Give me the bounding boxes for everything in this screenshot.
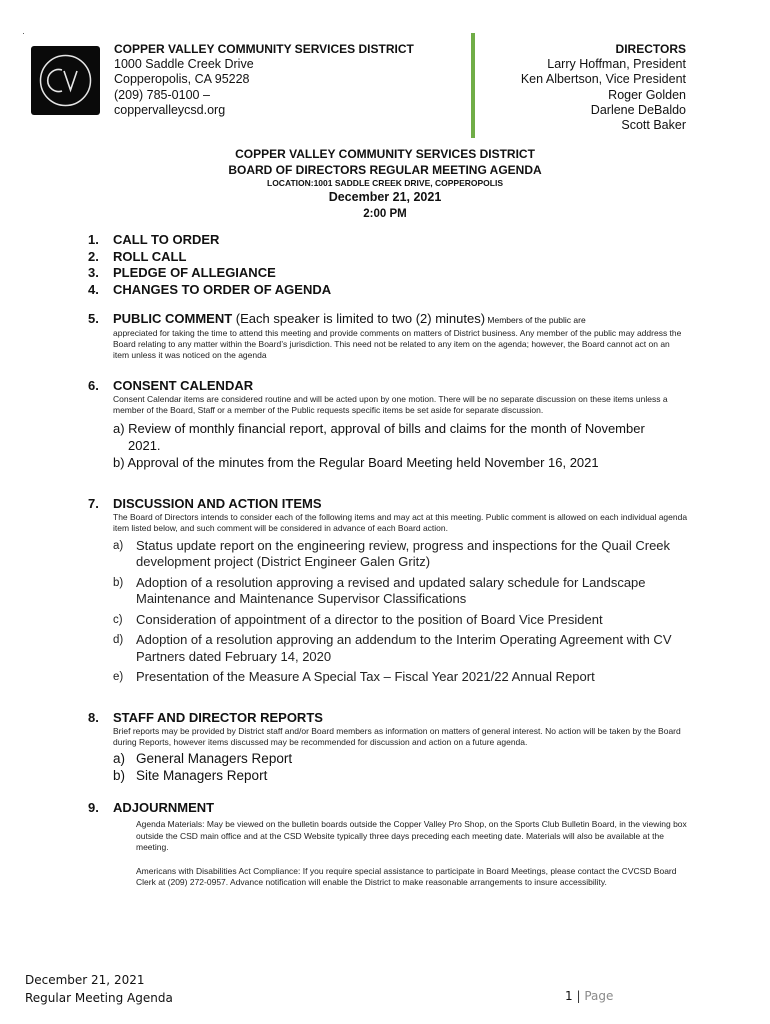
agenda-materials-note: Agenda Materials: May be viewed on the bulletin boards outside the Copper Valley Pro Shop, on the Sports Club Bulletin Board, in the viewing box outside the CSD main office and at the CSD Website typically three days preceding each meeting date. Materials will also be available at the meeting. (136, 819, 687, 852)
item-number: 7. (88, 495, 99, 511)
section-inline-note: (Each speaker is limited to two (2) minutes) (232, 311, 486, 326)
public-comment-section (88, 311, 688, 362)
meeting-time: 2:00 PM (363, 208, 407, 220)
address-line: Copperopolis, CA 95228 (114, 72, 250, 87)
item-number: 3. (88, 265, 99, 280)
item-letter: e) (113, 671, 124, 684)
phone-line: (209) 785-0100 – (114, 87, 210, 102)
report-item (113, 751, 688, 768)
item-label: CHANGES TO ORDER OF AGENDA (113, 281, 332, 297)
website-line: coppervalleycsd.org (114, 102, 226, 117)
item-letter: a) (113, 751, 126, 767)
report-item (113, 768, 688, 785)
agenda-item (88, 232, 688, 249)
item-number: 1. (88, 232, 99, 247)
page-separator: | (576, 989, 581, 1003)
discussion-item (113, 575, 688, 608)
section-note: appreciated for taking the time to attend this meeting and provide comments on matters of District business. Any member of the public may address the Board relating to any matter within the Board’s jurisdiction. This need not be related to any item on the agenda; however, the Board cannot act on an item unless it was noticed on the agenda (113, 328, 682, 361)
section-title: CONSENT CALENDAR (113, 377, 254, 393)
item-text: Adoption of a resolution approving an addendum to the Interim Operating Agreement with CV Partners dated February 14, 2020 (136, 632, 672, 664)
item-label: PLEDGE OF ALLEGIANCE (113, 265, 276, 280)
stray-mark: · (22, 28, 25, 38)
item-number: 6. (88, 377, 99, 393)
section-note: Brief reports may be provided by District staff and/or Board members as information on matters of general interest. No action will be taken by the Board during Reports, however items discussed may be recommended for discussion and action on a future agenda. (113, 725, 681, 748)
discussion-item (113, 669, 688, 686)
section-heading (88, 378, 688, 394)
consent-item-text-cont: 2021. (128, 437, 161, 453)
section-heading (88, 311, 688, 328)
page-number-value: 1 (565, 989, 573, 1003)
page-number (565, 989, 613, 1003)
section-note: Consent Calendar items are considered routine and will be acted upon by one motion. There will be no separate discussion on these items unless a member of the Board, Staff or a member of the Public requests specific items be set aside for separate discussion. (113, 393, 668, 415)
ada-compliance-note: Americans with Disabilities Act Compliance: If you require special assistance to participate in Board Meetings, please contact the CVCSD Board Clerk at (209) 272-0957. Advance notification will enable the District to make reasonable arrangements to insure accessibility. (136, 865, 677, 888)
org-name: COPPER VALLEY COMMUNITY SERVICES DISTRICT (114, 42, 414, 56)
directors-list (521, 42, 686, 133)
consent-item (113, 421, 688, 454)
item-letter: d) (113, 634, 124, 647)
section-note: The Board of Directors intends to consider each of the following items and may act at this meeting. Public comment is allowed on each individual agenda item listed below, and such comment will be considered in advance of each Board action. (113, 511, 688, 533)
item-letter: a) (113, 539, 124, 552)
item-number: 4. (88, 281, 99, 297)
reports-section (88, 710, 688, 784)
opening-items (88, 232, 688, 298)
page-word: Page (584, 989, 614, 1003)
item-letter: b) (113, 767, 126, 783)
consent-calendar-section (88, 378, 688, 472)
address-line: 1000 Saddle Creek Drive (114, 57, 254, 72)
district-title: COPPER VALLEY COMMUNITY SERVICES DISTRICT (235, 147, 535, 161)
director-name: Ken Albertson, Vice President (520, 72, 686, 87)
agenda-item (88, 265, 688, 282)
discussion-item (113, 632, 688, 665)
section-heading (88, 710, 688, 726)
section-heading (88, 496, 688, 512)
item-text: Presentation of the Measure A Special Tax – Fiscal Year 2021/22 Annual Report (136, 669, 595, 685)
section-title: PUBLIC COMMENT (113, 311, 233, 326)
discussion-item (113, 538, 688, 571)
meeting-date: December 21, 2021 (328, 190, 442, 204)
item-text: Status update report on the engineering review, progress and inspections for the Quail Creek development project (District Engineer Galen Gritz) (136, 537, 671, 570)
item-letter: c) (113, 613, 123, 626)
meeting-title: BOARD OF DIRECTORS REGULAR MEETING AGENDA (228, 162, 542, 177)
footer-doc-name: Regular Meeting Agenda (25, 991, 173, 1005)
director-name: Roger Golden (608, 87, 686, 102)
agenda-body (88, 232, 688, 888)
adjournment-section (88, 800, 688, 888)
discussion-item (113, 612, 688, 629)
org-info (114, 42, 414, 118)
cvcsd-logo (31, 46, 100, 115)
agenda-item (88, 282, 688, 299)
director-name: Darlene DeBaldo (590, 102, 686, 117)
cv-logo-icon (31, 46, 100, 115)
consent-item-text: a) Review of monthly financial report, approval of bills and claims for the month of November (113, 421, 645, 437)
item-number: 8. (88, 709, 99, 725)
item-text: Site Managers Report (136, 767, 268, 783)
directors-heading: DIRECTORS (615, 42, 686, 56)
footer-date: December 21, 2021 (25, 973, 145, 987)
director-name: Larry Hoffman, President (547, 57, 686, 72)
item-number: 9. (88, 800, 99, 816)
item-number: 2. (88, 248, 99, 264)
item-number: 5. (88, 311, 99, 326)
section-title: STAFF AND DIRECTOR REPORTS (113, 709, 323, 725)
item-text: Adoption of a resolution approving a revised and updated salary schedule for Landscape Maintenance and Maintenance Supervisor Classifications (136, 574, 646, 607)
agenda-item (88, 249, 688, 266)
letterhead-divider (471, 33, 475, 138)
item-label: CALL TO ORDER (113, 232, 220, 247)
director-name: Scott Baker (621, 118, 686, 133)
consent-item (113, 455, 688, 472)
item-letter: b) (113, 576, 124, 589)
discussion-section (88, 496, 688, 686)
section-heading (88, 800, 688, 816)
item-label: ROLL CALL (113, 248, 187, 264)
meeting-location: LOCATION:1001 SADDLE CREEK DRIVE, COPPEROPOLIS (267, 178, 503, 188)
item-text: Consideration of appointment of a director to the position of Board Vice President (136, 611, 603, 627)
section-title: DISCUSSION AND ACTION ITEMS (113, 495, 322, 511)
section-title: ADJOURNMENT (113, 800, 215, 816)
consent-item-text: b) Approval of the minutes from the Regular Board Meeting held November 16, 2021 (113, 455, 599, 471)
page-footer (25, 971, 173, 1007)
item-text: General Managers Report (136, 751, 293, 767)
section-inline-small: Members of the public are (485, 315, 586, 325)
agenda-title-block (0, 147, 770, 223)
